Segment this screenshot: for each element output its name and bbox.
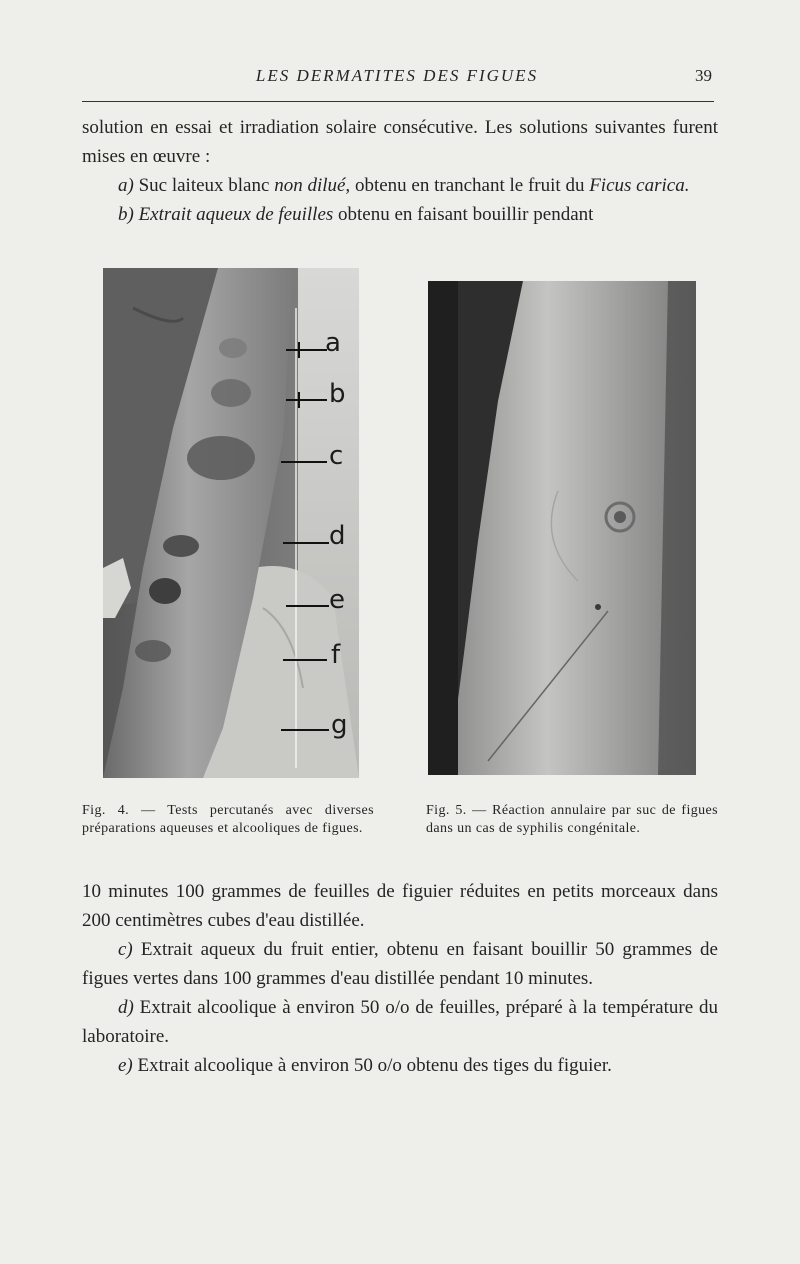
paragraph-d-text: Extrait alcoolique à environ 50 o/o de feuilles, préparé à la température du laboratoire.	[82, 997, 718, 1047]
paragraph-d	[82, 993, 718, 1051]
annular-reaction-photo-image	[428, 281, 696, 775]
paragraph-e-text: Extrait alcoolique à environ 50 o/o obtenu des tiges du figuier.	[132, 1055, 612, 1076]
figure-4-photo	[103, 268, 359, 778]
running-title: LES DERMATITES DES FIGUES	[255, 66, 539, 85]
figure-5-caption: Fig. 5. — Réaction annulaire par suc de figues dans un cas de syphilis congénitale.	[426, 803, 718, 836]
item-label-b: b)	[118, 204, 134, 225]
paragraph-b-continued: 10 minutes 100 grammes de feuilles de figuier réduites en petits morceaux dans 200 centimètres cubes d'eau distillée.	[82, 881, 718, 931]
test-site-label-c: c	[329, 441, 344, 471]
paragraph-b	[82, 200, 718, 229]
emphasis-extrait-aqueux: Extrait aqueux de feuilles	[133, 204, 334, 225]
figure-5-photo	[428, 281, 696, 775]
test-site-label-g: g	[331, 710, 348, 740]
running-header	[82, 64, 712, 92]
test-site-label-b: b	[329, 379, 346, 409]
paragraph-continuation: solution en essai et irradiation solaire consécutive. Les solutions suivantes furent mises en œuvre :	[82, 117, 718, 167]
paragraph-a	[82, 171, 718, 200]
paragraph-a-text: Suc laiteux blanc	[133, 175, 275, 196]
paragraph-c	[82, 935, 718, 993]
emphasis-non-dilue: non dilué,	[274, 175, 351, 196]
item-label-d: d)	[118, 997, 134, 1018]
test-site-label-d: d	[329, 521, 346, 551]
paragraph-c-text: Extrait aqueux du fruit entier, obtenu en faisant bouillir 50 grammes de figues vertes dans 100 grammes d'eau distillée pendant 10 minutes.	[82, 939, 718, 989]
item-label-c: c)	[118, 939, 133, 960]
item-label-a: a)	[118, 175, 134, 196]
paragraph-e	[82, 1051, 718, 1080]
lower-body-text	[82, 877, 718, 1080]
page-number: 39	[695, 66, 712, 85]
test-site-label-a: a	[325, 328, 341, 358]
header-rule	[82, 101, 714, 102]
test-site-label-f: f	[331, 640, 341, 670]
item-label-e: e)	[118, 1055, 133, 1076]
test-site-label-e: e	[329, 585, 345, 615]
figure-4-caption: Fig. 4. — Tests percutanés avec diverses préparations aqueuses et alcooliques de figues.	[82, 803, 374, 836]
emphasis-ficus-carica: Ficus carica.	[589, 175, 690, 196]
forearm-photo-image	[103, 268, 359, 778]
upper-body-text	[82, 113, 718, 229]
paragraph-b-text: obtenu en faisant bouillir pendant	[333, 204, 594, 225]
paragraph-a-text-2: obtenu en tranchant le fruit du	[350, 175, 590, 196]
